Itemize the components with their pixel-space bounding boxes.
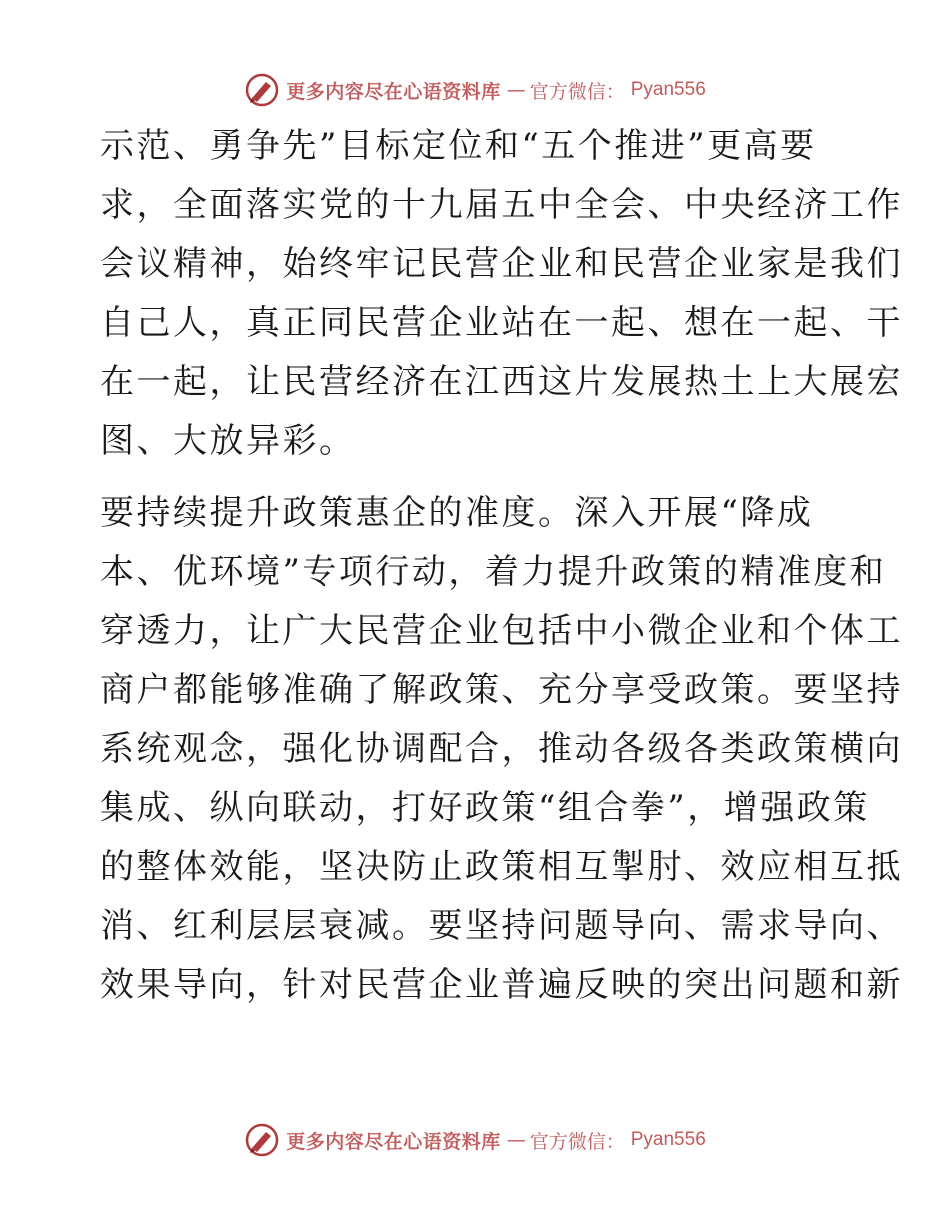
banner-separator: — [506,79,524,101]
text-line: 集成、纵向联动，打好政策“组合拳”，增强政策 [100,788,870,828]
text-line: 要持续提升政策惠企的准度。深入开展“降成 [100,493,814,533]
text-line: 的整体效能，坚决防止政策相互掣肘、效应相互抵 [100,847,903,887]
text-line: 自己人，真正同民营企业站在一起、想在一起、干 [100,303,903,343]
pen-logo-icon [244,1122,280,1158]
banner-wechat-label: 官方微信： [529,1130,625,1153]
text-line: 会议精神，始终牢记民营企业和民营企业家是我们 [100,244,903,284]
banner-wechat-id: Pyan556 [630,79,706,100]
text-line: 系统观念，强化协调配合，推动各级各类政策横向 [100,729,903,769]
banner-wechat-id: Pyan556 [630,1129,706,1150]
footer-banner [0,1120,950,1160]
text-line: 图、大放异彩。 [100,421,356,461]
text-line: 求，全面落实党的十九届五中全会、中央经济工作 [100,185,903,225]
banner-text: 更多内容尽在心语资料库 [286,1130,501,1153]
text-line: 示范、勇争先”目标定位和“五个推进”更高要 [100,126,817,166]
header-banner [0,70,950,110]
text-line: 消、红利层层衰减。要坚持问题导向、需求导向、 [100,906,903,946]
text-line: 商户都能够准确了解政策、充分享受政策。要坚持 [100,670,903,710]
text-line: 效果导向，针对民营企业普遍反映的突出问题和新 [100,965,903,1005]
banner-separator: — [506,1129,524,1151]
banner-text: 更多内容尽在心语资料库 [286,80,501,103]
pen-logo-icon [244,72,280,108]
text-line: 穿透力，让广大民营企业包括中小微企业和个体工 [100,611,903,651]
text-line: 本、优环境”专项行动，着力提升政策的精准度和 [100,552,887,592]
text-line: 在一起，让民营经济在江西这片发展热土上大展宏 [100,362,903,402]
banner-wechat-label: 官方微信： [529,80,625,103]
